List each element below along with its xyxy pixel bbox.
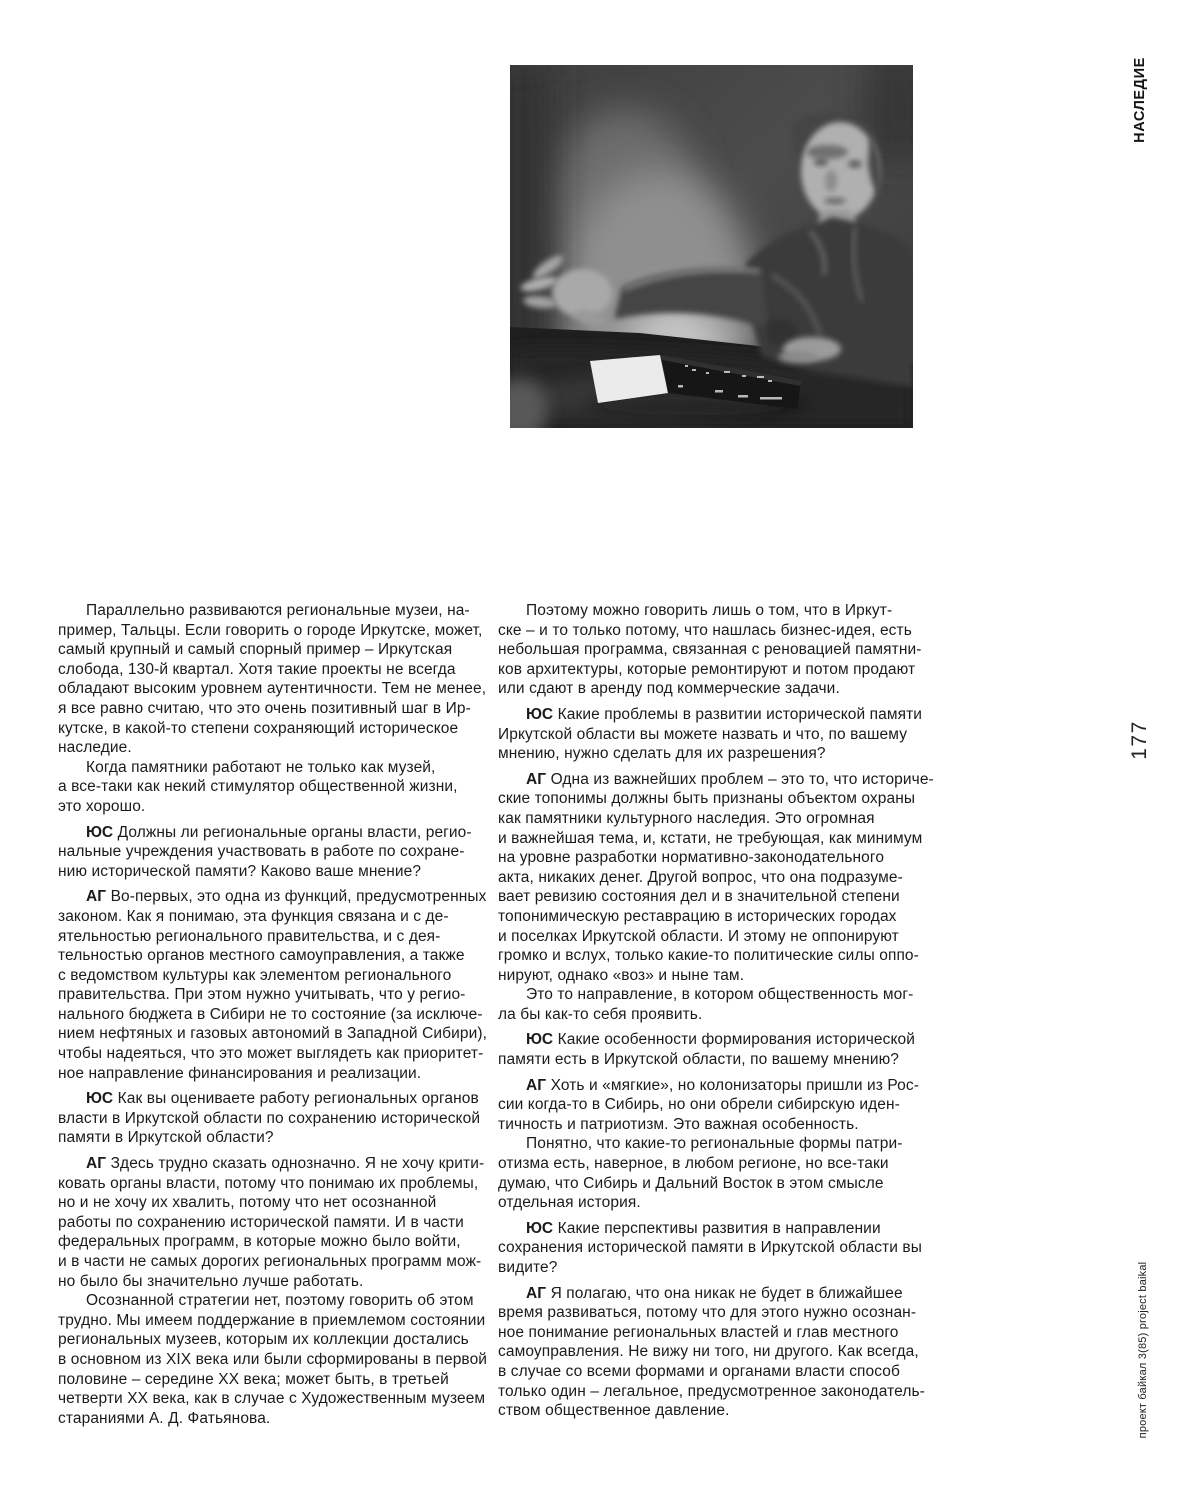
- article-column-right: [498, 601, 934, 1421]
- paragraph: ЮС Какие перспективы развития в направлении сохранения исторической памяти в Иркутской области вы видите?: [498, 1219, 922, 1276]
- paragraph: Поэтому можно говорить лишь о том, что в Иркут- ске – и то только потому, что нашлась бизнес-идея, есть небольшая программа, связанная с реновацией памятни- ков архитектуры, которые ремонтируют и потом продают или сдают в аренду под коммерческие задачи.: [498, 602, 922, 698]
- paragraph: Параллельно развиваются региональные музеи, на- пример, Тальцы. Если говорить о городе Иркутске, может, самый крупный и самый спорный пример – Иркутская слобода, 130-й квартал. Хотя такие проекты не всегда обладают высоким уровнем аутентичности. Тем не менее, я все равно считаю, что это очень позитивный шаг в Ир- кутске, в какой-то степени сохраняющий историческое наследие.: [58, 602, 487, 757]
- speaker-label: ЮС: [526, 1031, 558, 1049]
- paragraph: ЮС Должны ли региональные органы власти, регио- нальные учреждения участвовать в работе по сохране- нию исторической памяти? Каково ваше мнение?: [58, 823, 472, 880]
- paragraph: ЮС Какие проблемы в развитии исторической памяти Иркутской области вы можете назвать и что, по вашему мнению, нужно сделать для их разрешения?: [498, 705, 923, 763]
- paragraph: АГ Одна из важнейших проблем – это то, что историче- ские топонимы должны быть признаны объектом охраны как памятники культурного наследия. Это огромная и важнейшая тема, и, кстати, не требующая, как минимум на уровне разработки нормативно-законодательного акта, никаких денег. Другой вопрос, что она подразуме- вает ревизию состояния дел и в значительной степени топонимическую реставрацию в исторических городах и поселках Иркутской области. И этому не оппонируют громко и вслух, только какие-то политические силы оппо- нируют, однако «воз» и ныне там.: [498, 770, 934, 984]
- journal-footer: проект байкал 3(85) project baikal: [1137, 1261, 1149, 1439]
- paragraph: АГ Здесь трудно сказать однозначно. Я не хочу крити- ковать органы власти, потому что понимаю их проблемы, но и не хочу их хвалить, потому что нет осознанной работы по сохранению исторической памяти. И в части федеральных программ, в которые можно было войти, и в части не самых дорогих региональных программ мож- но было бы значительно лучше работать.: [58, 1155, 485, 1290]
- speaker-label: ЮС: [86, 1090, 118, 1108]
- page-number: 177: [1128, 720, 1151, 760]
- speaker-label: ЮС: [526, 705, 558, 723]
- interview-photo: [510, 65, 913, 428]
- paragraph: Это то направление, в котором общественность мог- ла бы как-то себя проявить.: [498, 986, 914, 1023]
- speaker-label: ЮС: [526, 1219, 558, 1237]
- paragraph: АГ Я полагаю, что она никак не будет в ближайшее время развиваться, потому что для этого нужно осознан- ное понимание региональных властей и глав местного самоуправления. Не вижу ни того, ни другого. Как всегда, в случае со всеми формами и органами власти способ только один – легальное, предусмотренное законодатель- ством общественное давление.: [498, 1284, 925, 1420]
- paragraph: Понятно, что какие-то региональные формы патри- отизма есть, наверное, в любом регионе, но все-таки думаю, что Сибирь и Дальний Восток в этом смысле отдельная история.: [498, 1135, 903, 1212]
- speaker-label: АГ: [526, 1076, 551, 1094]
- speaker-label: АГ: [86, 1155, 111, 1173]
- paragraph: ЮС Какие особенности формирования исторической памяти есть в Иркутской области, по вашему мнению?: [498, 1031, 916, 1069]
- paragraph: Осознанной стратегии нет, поэтому говорить об этом трудно. Мы имеем поддержание в приемлемом состоянии региональных музеев, которым их коллекции достались в основном из XIX века или были сформированы в первой половине – середине XX века; может быть, в третьей четверти XX века, как в случае с Художественным музеем стараниями А. Д. Фатьянова.: [58, 1292, 488, 1427]
- paragraph: АГ Хоть и «мягкие», но колонизаторы пришли из Рос- сии когда-то в Сибирь, но они обрели сибирскую иден- тичность и патриотизм. Это важная особенность.: [498, 1076, 919, 1133]
- article-column-left: [58, 601, 494, 1428]
- speaker-label: АГ: [526, 770, 551, 788]
- speaker-label: ЮС: [86, 823, 118, 841]
- speaker-label: АГ: [526, 1284, 551, 1302]
- speaker-label: АГ: [86, 888, 111, 906]
- section-label: НАСЛЕДИЕ: [1132, 57, 1148, 143]
- interview-photo-graphic: [510, 65, 913, 428]
- paragraph: АГ Во-первых, это одна из функций, предусмотренных законом. Как я понимаю, эта функция связана и с де- ятельностью регионального правительства, и с дея- тельностью органов местного самоуправления, а также с ведомством культуры как элементом регионального правительства. При этом нужно учитывать, что у регио- нального бюджета в Сибири не то состояние (за исключе- нием нефтяных и газовых автономий в Западной Сибири), чтобы надеяться, что это может выглядеть как приоритет- ное направление финансирования и реализации.: [58, 888, 488, 1082]
- paragraph: Когда памятники работают не только как музей, а все-таки как некий стимулятор общественной жизни, это хорошо.: [58, 758, 458, 815]
- paragraph: ЮС Как вы оцениваете работу региональных органов власти в Иркутской области по сохранению исторической памяти в Иркутской области?: [58, 1090, 481, 1147]
